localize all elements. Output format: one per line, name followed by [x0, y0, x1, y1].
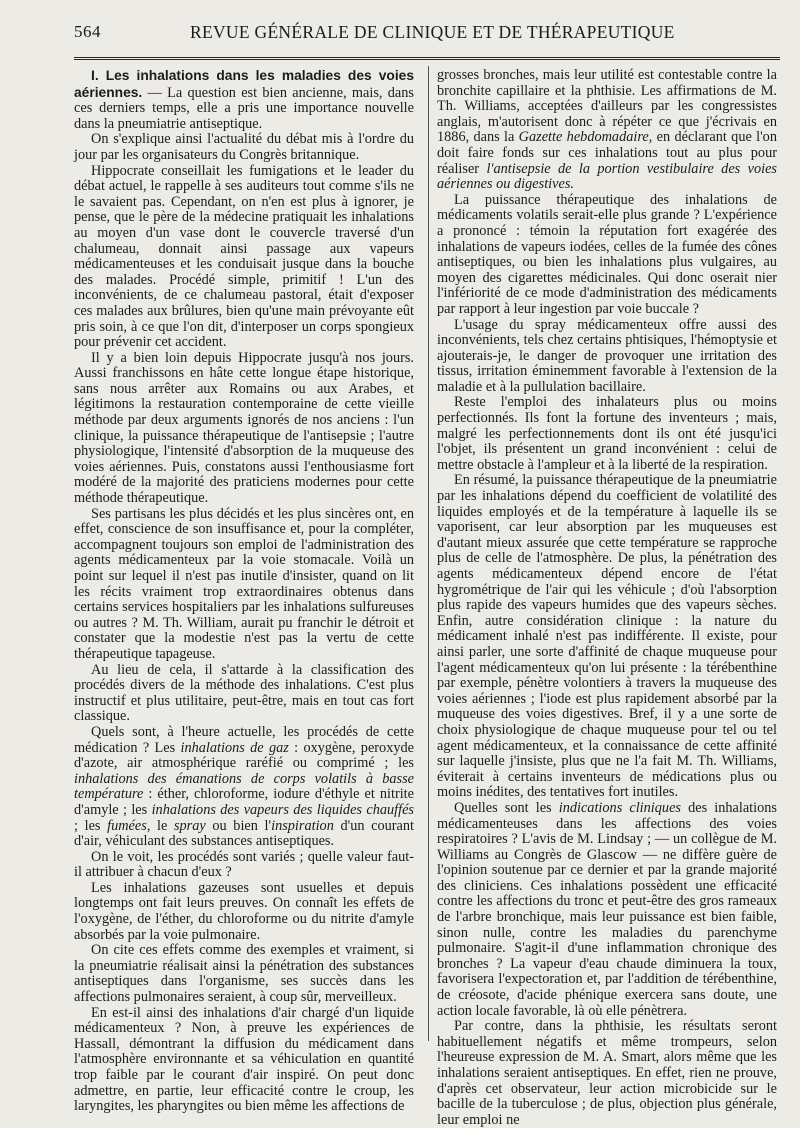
paragraph: Par contre, dans la phthisie, les résultats seront habituellement négatifs et même trompeurs, selon l'heureuse expression de M. A. Smart, alors même que les inhalations seraient antiseptiques. En effet, rien ne prouve, d'après cet observateur, leur action microbicide sur le bacille de la tuberculose ; de plus, objection plus générale, leur emploi ne — [437, 1018, 777, 1128]
paragraph: Reste l'emploi des inhalateurs plus ou moins perfectionnés. Ils font la fortune des inventeurs ; mais, malgré les perfectionnements dont ils ont été jusqu'ici l'objet, ils présentent un grand inconvénient : celui de mettre obstacle à l'ampleur et à la liberté de la respiration. — [437, 394, 777, 473]
paragraph: L'usage du spray médicamenteux offre aussi des inconvénients, tels chez certains phtisiques, l'hémoptysie et ajouterais-je, le danger de provoquer une irritation des tissus, irritation éminemment favorable à l'extension de la maladie et à la pullulation bacillaire. — [437, 316, 777, 395]
paragraph: grosses bronches, mais leur utilité est contestable contre la bronchite capillaire et la phthisie. Les affirmations de M. Th. Williams, acceptées d'ailleurs par les congressistes anglais, m'autorisent donc à répéter ce que j'écrivais en 1886, dans la Gazette hebdomadaire, en déclarant que l'on doit faire fonds sur ces inhalations tout au plus pour réaliser l'antisepsie de la portion vestibulaire des voies aériennes ou digestives. — [437, 67, 777, 193]
paragraph: En est-il ainsi des inhalations d'air chargé d'un liquide médicamenteux ? Non, à preuve les expériences de Hassall, démontrant la diffusion du médicament dans l'atmosphère environnante et sa véhiculation en quantité trop faible par le courant d'air inspiré. On peut donc admettre, en partie, leur efficacité contre le croup, les laryngites, les pharyngites ou bien même les affections de — [74, 1004, 414, 1115]
paragraph: Quelles sont les indications cliniques des inhalations médicamenteuses dans les affections des voies respiratoires ? L'avis de M. Lindsay ; — un collègue de M. Williams au Congrès de Glascow — ne diffère guère de l'opinion soutenue par ce dernier et par la grande majorité des cliniciens. Ces inhalations possèdent une efficacité contre les affections du tronc et peut-être des gros rameaux de l'arbre bronchique, mais leur puissance est bien faible, sinon nulle, contre les maladies du parenchyme pulmonaire. S'agit-il d'une inflammation chronique des bronches ? La vapeur d'eau chaude diminuera la toux, favorisera l'expectoration et, par l'addition de térébenthine, de créosote, d'acide phénique exercera sans doute, une action locale favorable, là où elle pénètrera. — [437, 799, 777, 1019]
paragraph: Ses partisans les plus décidés et les plus sincères ont, en effet, conscience de son insuffisance et, pour la compléter, accompagnent toujours son emploi de l'administration des agents médicamenteux par la voie stomacale. Voilà un point sur lequel il n'est pas inutile d'insister, quand on lit les récits vraiment trop extraordinaires obtenus dans certains services hospitaliers par les inhalations sulfureuses ou autres ? M. Th. William, aurait pu franchir le détroit et constater que la modestie n'est pas la vertu de cette thérapeutique tapageuse. — [74, 505, 414, 662]
page-number: 564 — [74, 22, 101, 41]
paragraph: Au lieu de cela, il s'attarde à la classification des procédés divers de la méthode des inhalations. C'est plus instructif et plus utilitaire, peut-être, mais en tout cas fort classique. — [74, 661, 414, 725]
paragraph: Hippocrate conseillait les fumigations et le leader du débat actuel, le rappelle à ses auditeurs tout comme s'ils ne le savaient pas. Cependant, on n'en est plus à ignorer, je pense, que le père de la médecine pratiquait les inhalations au moyen d'un vase dont le couvercle traversé d'un chalumeau, donnait ainsi passage aux vapeurs médicamenteuses et les conduisait jusque dans la bouche des malades. Procédé simple, primitif ! L'un des inconvénients, de ce chalumeau pastoral, était d'exposer ces malades aux brûlures, bien qu'une main prévoyante eût pris soin, à ce que l'on dit, d'interposer un corps spongieux pour prévenir cet accident. — [74, 162, 414, 351]
left-column — [74, 68, 414, 1115]
paragraph: Il y a bien loin depuis Hippocrate jusqu'à nos jours. Aussi franchissons en hâte cette longue étape historique, sans nous arrêter aux Romains ou aux Arabes, et légitimons la restauration contemporaine de cette vieille méthode par deux arguments ignorés de nos anciens : l'un clinique, la puissance thérapeutique de l'antisepsie ; l'autre physiologique, l'intensité d'absorption de la muqueuse des voies aériennes. Puis, constatons aussi l'enthousiasme fort modéré de la majorité des praticiens modernes pour cette méthode thérapeutique. — [74, 349, 414, 507]
paragraph: Les inhalations gazeuses sont usuelles et depuis longtemps ont fait leurs preuves. On connaît les effets de l'oxygène, de l'éther, du chloroforme ou du nitrite d'amyle absorbés par la voie pulmonaire. — [74, 879, 414, 943]
paragraph: En résumé, la puissance thérapeutique de la pneumiatrie par les inhalations dépend du coefficient de volatilité des liquides employés et de la température à laquelle ils se vaporisent, car leur absorption par les muqueuses est d'autant mieux assurée que cette température se rapproche plus de celle de l'atmosphère. De plus, la pénétration des agents médicamenteux dépend encore de l'état hygrométrique de l'air qui les véhicule ; d'où l'absorption plus rapide des vapeurs humides que des vapeurs sèches. Enfin, autre considération clinique : la nature du médicament inhalé n'est pas indifférente. Il existe, pour ainsi parler, une sorte d'affinité de chaque muqueuse pour l'agent médicamenteux qu'on lui présente : la térébenthine par exemple, pénètre volontiers à travers la muqueuse des voies aériennes ; l'iode est plus rapidement absorbé par la muqueuse des voies digestives. Bref, il y a une sorte de choix physiologique de chaque muqueuse pour tel ou tel agent médicamenteux, et la connaissance de cette affinité sur laquelle j'insiste, plus que ne l'a fait M. Th. Williams, éviterait à certains inventeurs de médications plus ou moins inédites, des tentatives fort inutiles. — [437, 472, 777, 801]
paragraph: On cite ces effets comme des exemples et vraiment, si la pneumiatrie réalisait ainsi la pénétration des substances antiseptiques dans l'organisme, ses succès dans les affections pulmonaires seraient, à coup sûr, merveilleux. — [74, 942, 414, 1006]
paragraph: I. Les inhalations dans les maladies des voies aériennes. — La question est bien ancienne, mais, dans ces derniers temps, elle a pris une importance nouvelle dans la pneumiatrie antiseptique. — [74, 68, 414, 132]
column-divider — [428, 66, 429, 1041]
running-title: REVUE GÉNÉRALE DE CLINIQUE ET DE THÉRAPEUTIQUE — [190, 22, 675, 42]
section-heading: I. Les inhalations dans les maladies des voies aériennes. — [74, 68, 414, 100]
header-rule — [74, 57, 780, 60]
page-header — [0, 18, 800, 48]
paragraph: On le voit, les procédés sont variés ; quelle valeur faut-il attribuer à chacun d'eux ? — [74, 848, 414, 881]
paragraph: La puissance thérapeutique des inhalations de médicaments volatils serait-elle plus grande ? L'expérience a prononcé : témoin la réputation fort exagérée des inhalations de vapeurs iodées, celles de la fumée des cônes antiseptiques, ou bien les inhalations plus vulgaires, au moyen des cigarettes médicinales. Qui donc oserait nier l'infériorité de ce mode d'administration des médicaments par rapport à leur ingestion par voie buccale ? — [437, 191, 777, 317]
right-column — [437, 68, 777, 1128]
paragraph: Quels sont, à l'heure actuelle, les procédés de cette médication ? Les inhalations de gaz : oxygène, peroxyde d'azote, air atmosphérique raréfié ou comprimé ; les inhalations des émanations de corps volatils à basse température : éther, chloroforme, iodure d'éthyle et nitrite d'amyle ; les inhalations des vapeurs des liquides chauffés ; les fumées, le spray ou bien l'inspiration d'un courant d'air, véhiculant des substances antiseptiques. — [74, 723, 414, 850]
paragraph: On s'explique ainsi l'actualité du débat mis à l'ordre du jour par les organisateurs du Congrès britannique. — [74, 131, 414, 163]
